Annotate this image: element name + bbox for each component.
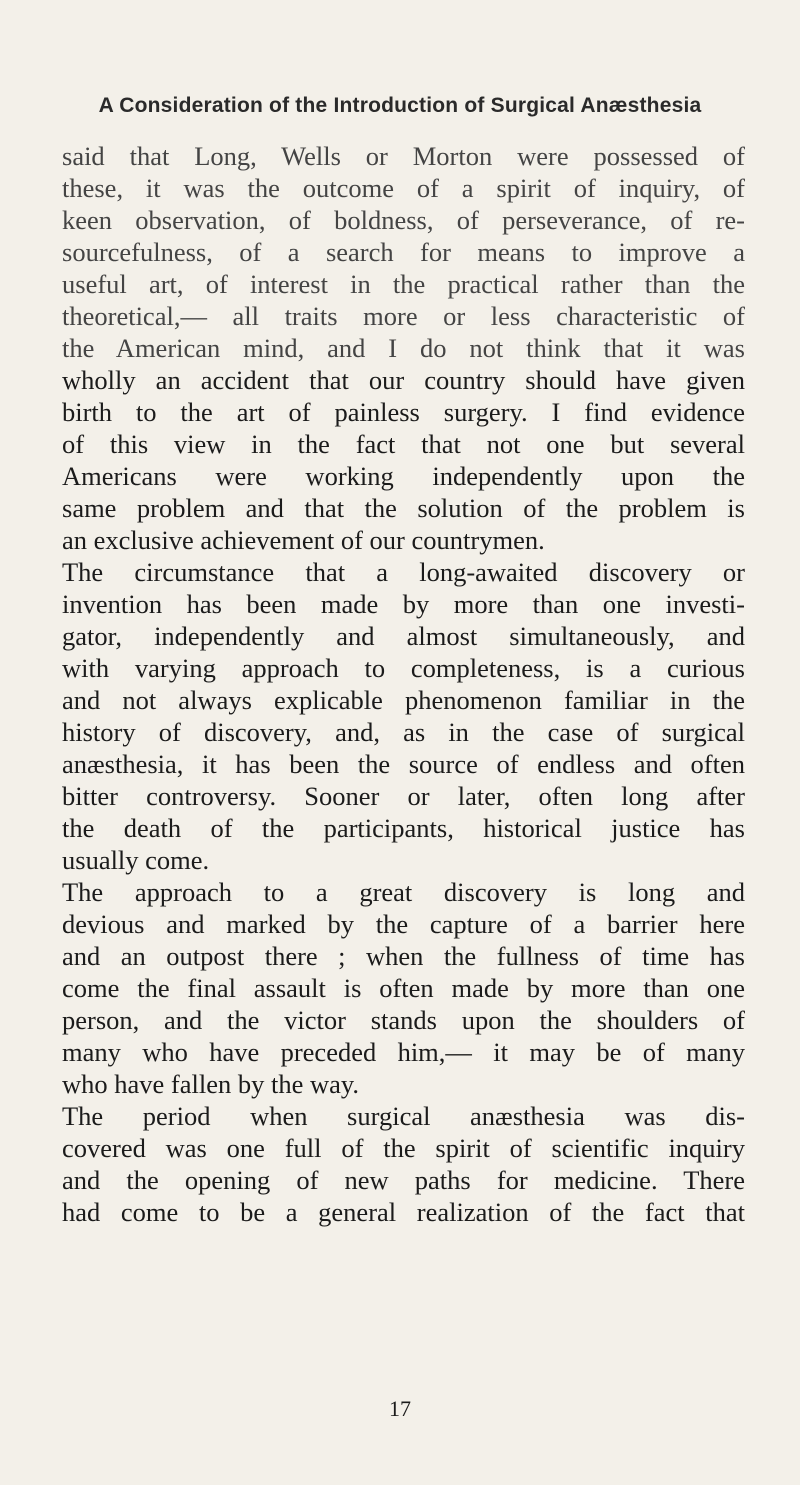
- text-line: had come to be a general realization of the fact that: [62, 1197, 745, 1227]
- text-line: an exclusive achievement of our countrymen.: [62, 525, 545, 555]
- text-line: of this view in the fact that not one but several: [62, 429, 745, 459]
- running-head: A Consideration of the Introduction of Surgical Anæsthesia: [98, 94, 702, 117]
- text-line: The period when surgical anæsthesia was dis-: [62, 1101, 745, 1131]
- text-line: and an outpost there ; when the fullness of time has: [62, 941, 745, 971]
- text-line: said that Long, Wells or Morton were possessed of: [62, 141, 745, 171]
- text-line: the American mind, and I do not think that it was: [62, 333, 745, 363]
- text-line: bitter controversy. Sooner or later, often long after: [62, 781, 745, 811]
- text-line: The circumstance that a long-awaited discovery or: [62, 557, 745, 587]
- text-line: gator, independently and almost simultaneously, and: [62, 621, 745, 651]
- text-line: these, it was the outcome of a spirit of inquiry, of: [62, 173, 745, 203]
- page-number: 17: [389, 1396, 411, 1421]
- text-line: person, and the victor stands upon the shoulders of: [62, 1005, 745, 1035]
- text-line: The approach to a great discovery is long and: [62, 877, 745, 907]
- text-line: Americans were working independently upon the: [62, 461, 745, 491]
- text-line: useful art, of interest in the practical rather than the: [62, 269, 745, 299]
- text-line: devious and marked by the capture of a barrier here: [62, 909, 745, 939]
- text-line: history of discovery, and, as in the case of surgical: [62, 717, 745, 747]
- text-line: and the opening of new paths for medicine. There: [62, 1165, 745, 1195]
- text-line: covered was one full of the spirit of scientific inquiry: [62, 1133, 745, 1163]
- text-line: come the final assault is often made by more than one: [62, 973, 745, 1003]
- text-line: and not always explicable phenomenon familiar in the: [62, 685, 745, 715]
- text-line: birth to the art of painless surgery. I find evidence: [62, 397, 745, 427]
- text-line: the death of the participants, historical justice has: [62, 813, 745, 843]
- text-line: who have fallen by the way.: [62, 1069, 360, 1099]
- text-line: theoretical,— all traits more or less characteristic of: [62, 301, 745, 331]
- text-line: keen observation, of boldness, of perseverance, of re-: [62, 205, 745, 235]
- text-line: with varying approach to completeness, is a curious: [62, 653, 745, 683]
- text-line: invention has been made by more than one investi-: [62, 589, 745, 619]
- text-line: many who have preceded him,— it may be of many: [62, 1037, 745, 1067]
- text-line: anæsthesia, it has been the source of endless and often: [62, 749, 745, 779]
- text-line: usually come.: [62, 845, 210, 875]
- text-line: same problem and that the solution of the problem is: [62, 493, 745, 523]
- text-line: sourcefulness, of a search for means to improve a: [62, 237, 745, 267]
- text-line: wholly an accident that our country should have given: [62, 365, 745, 395]
- body-text: [62, 140, 745, 1228]
